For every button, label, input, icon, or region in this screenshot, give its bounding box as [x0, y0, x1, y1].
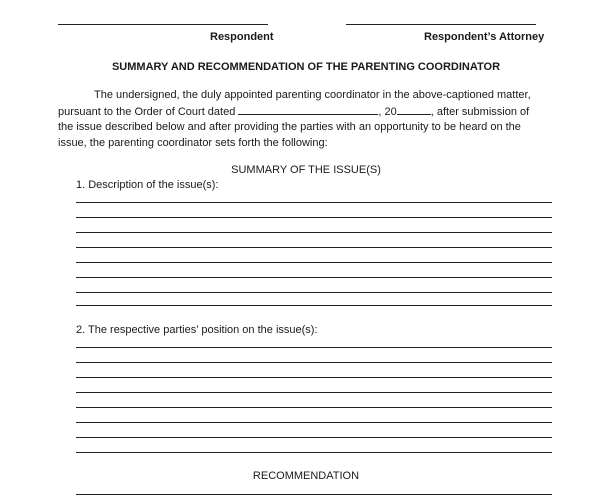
- positions-blank-line: [76, 422, 552, 423]
- description-blank-line: [76, 262, 552, 263]
- recommendation-section-title: RECOMMENDATION: [252, 470, 360, 482]
- positions-blank-line: [76, 392, 552, 393]
- positions-blank-line: [76, 437, 552, 438]
- intro-line-3: the issue described below and after providing the parties with an opportunity to be heard on the: [58, 121, 521, 133]
- intro-line-2-end: , after submission of: [430, 106, 530, 118]
- intro-line-1: The undersigned, the duly appointed parenting coordinator in the above-captioned matter,: [94, 89, 531, 101]
- description-blank-line: [76, 277, 552, 278]
- intro-paragraph: [58, 87, 548, 151]
- positions-blank-line: [76, 452, 552, 453]
- item-2-positions-label: 2. The respective parties’ position on the issue(s):: [76, 324, 318, 336]
- description-blank-line: [76, 292, 552, 293]
- description-blank-line: [76, 305, 552, 306]
- attorney-signature-line: [346, 24, 536, 25]
- positions-blank-line: [76, 407, 552, 408]
- description-blank-line: [76, 202, 552, 203]
- order-date-blank: [238, 103, 378, 115]
- intro-line-4: issue, the parenting coordinator sets forth the following:: [58, 137, 328, 149]
- item-1-description-label: 1. Description of the issue(s):: [76, 179, 219, 191]
- document-title: SUMMARY AND RECOMMENDATION OF THE PARENTING COORDINATOR: [111, 61, 501, 73]
- description-blank-line: [76, 247, 552, 248]
- respondent-signature-line: [58, 24, 268, 25]
- positions-blank-line: [76, 347, 552, 348]
- respondent-label: Respondent: [210, 31, 274, 43]
- description-blank-line: [76, 217, 552, 218]
- order-year-blank: [397, 103, 431, 115]
- intro-line-2-start: pursuant to the Order of Court dated: [58, 106, 236, 118]
- attorney-label: Respondent’s Attorney: [424, 31, 545, 43]
- recommendation-blank-line: [76, 494, 552, 495]
- description-blank-line: [76, 232, 552, 233]
- intro-line-2-year: , 20: [378, 106, 397, 118]
- positions-blank-line: [76, 362, 552, 363]
- summary-section-title: SUMMARY OF THE ISSUE(S): [231, 164, 381, 176]
- positions-blank-line: [76, 377, 552, 378]
